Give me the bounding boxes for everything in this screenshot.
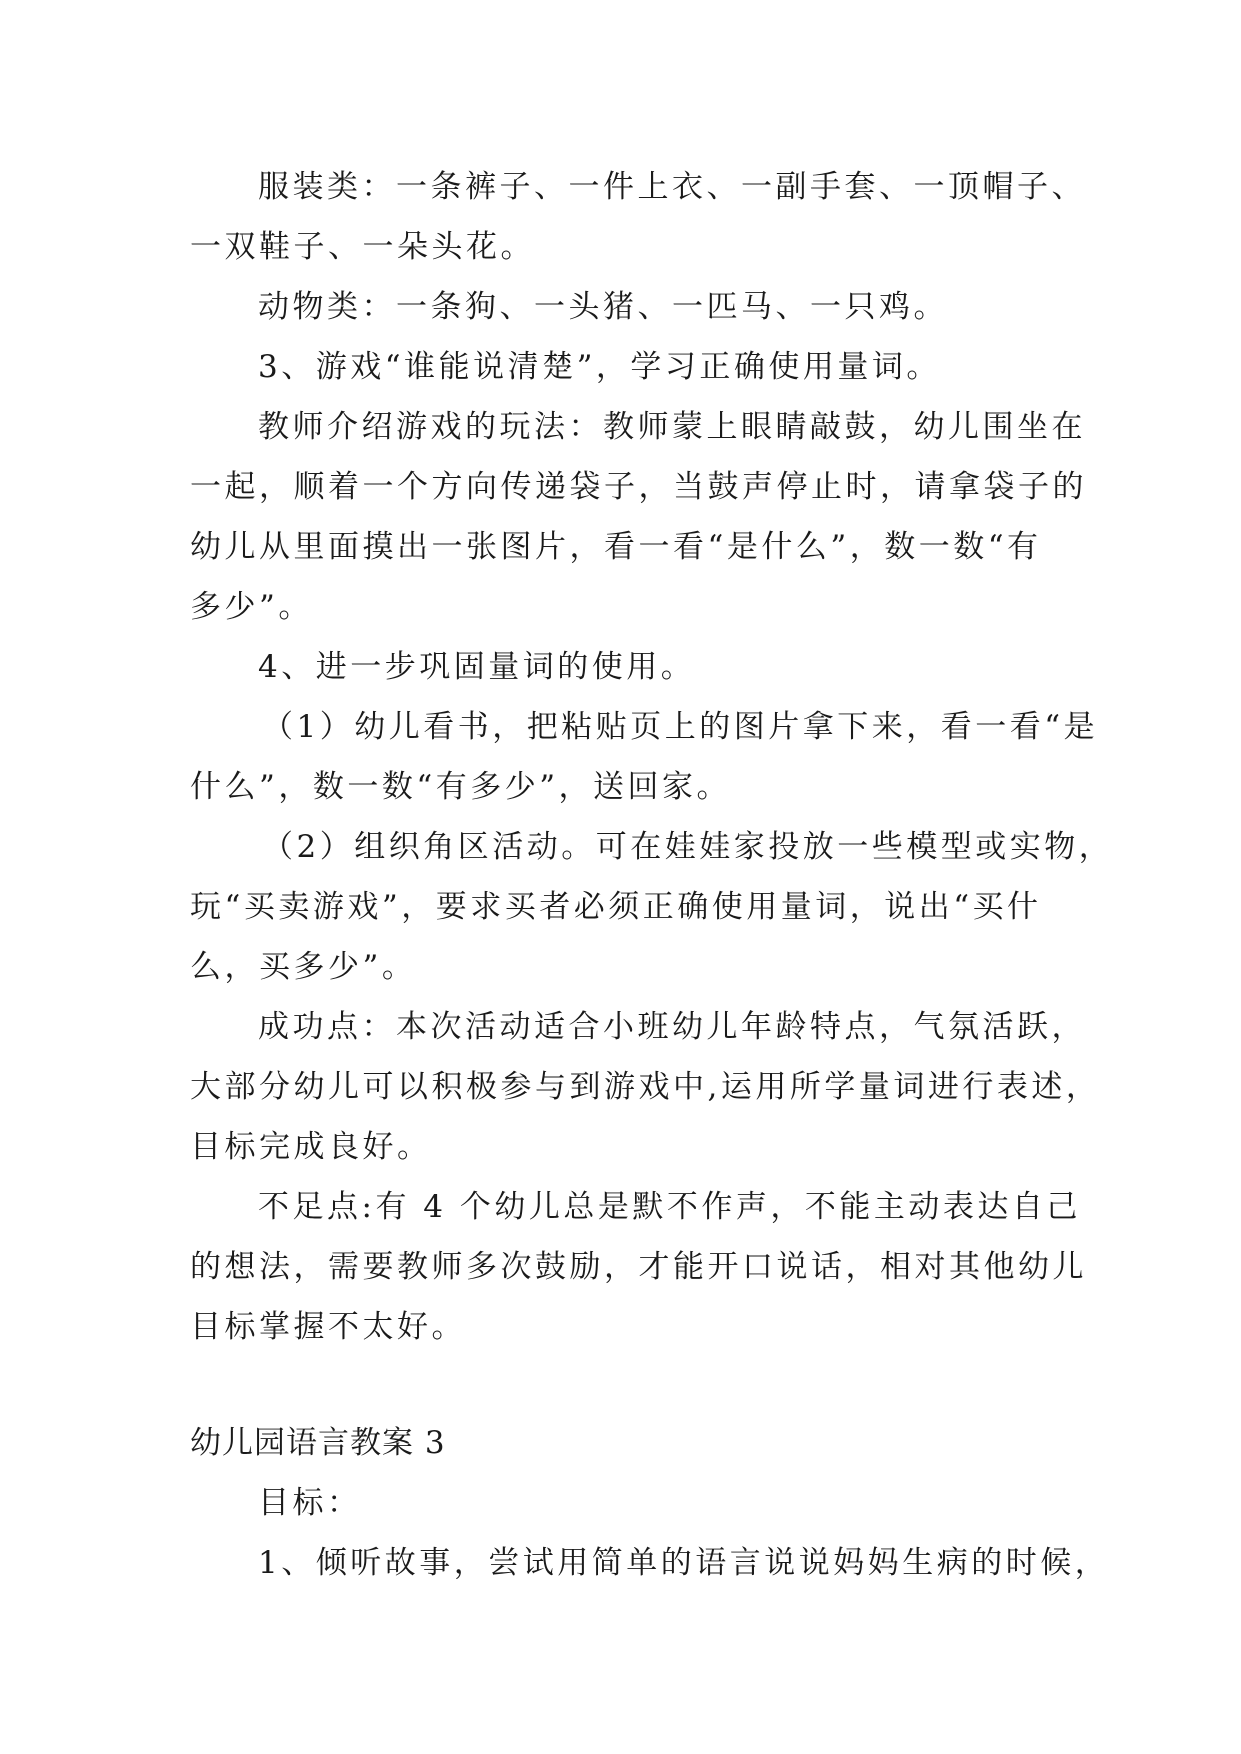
section-heading: 幼儿园语言教案 3 [190, 1425, 446, 1461]
paragraph-line: 什么”，数一数“有多少”，送回家。 [190, 769, 732, 805]
paragraph-line: （2）组织角区活动。可在娃娃家投放一些模型或实物， [262, 829, 1114, 865]
paragraph-line: 一双鞋子、一朵头花。 [190, 229, 535, 265]
paragraph-line: （1）幼儿看书，把粘贴页上的图片拿下来，看一看“是 [262, 709, 1099, 745]
paragraph-line: 1、倾听故事，尝试用简单的语言说说妈妈生病的时候， [258, 1545, 1110, 1581]
paragraph-line: 大部分幼儿可以积极参与到游戏中,运用所学量词进行表述， [190, 1069, 1101, 1105]
paragraph-line: 目标： [258, 1485, 362, 1521]
paragraph-line: 动物类：一条狗、一头猪、一匹马、一只鸡。 [258, 289, 948, 325]
paragraph-line: 么，买多少”。 [190, 949, 417, 985]
paragraph-line: 目标掌握不太好。 [190, 1309, 466, 1345]
paragraph-line: 目标完成良好。 [190, 1129, 432, 1165]
paragraph-line: 服装类：一条裤子、一件上衣、一副手套、一顶帽子、 [258, 169, 1086, 205]
paragraph-line: 不足点:有 4 个幼儿总是默不作声，不能主动表达自己 [258, 1189, 1081, 1225]
paragraph-line: 幼儿从里面摸出一张图片，看一看“是什么”，数一数“有 [190, 529, 1042, 565]
paragraph-line: 玩“买卖游戏”，要求买者必须正确使用量词，说出“买什 [190, 889, 1042, 925]
paragraph-line: 4、进一步巩固量词的使用。 [258, 649, 696, 685]
paragraph-line: 一起，顺着一个方向传递袋子，当鼓声停止时，请拿袋子的 [190, 469, 1087, 505]
paragraph-line: 3、游戏“谁能说清楚”，学习正确使用量词。 [258, 349, 941, 385]
paragraph-line: 教师介绍游戏的玩法：教师蒙上眼睛敲鼓，幼儿围坐在 [258, 409, 1086, 445]
paragraph-line: 成功点：本次活动适合小班幼儿年龄特点，气氛活跃， [258, 1009, 1086, 1045]
paragraph-line: 的想法，需要教师多次鼓励，才能开口说话，相对其他幼儿 [190, 1249, 1087, 1285]
paragraph-line: 多少”。 [190, 589, 313, 625]
